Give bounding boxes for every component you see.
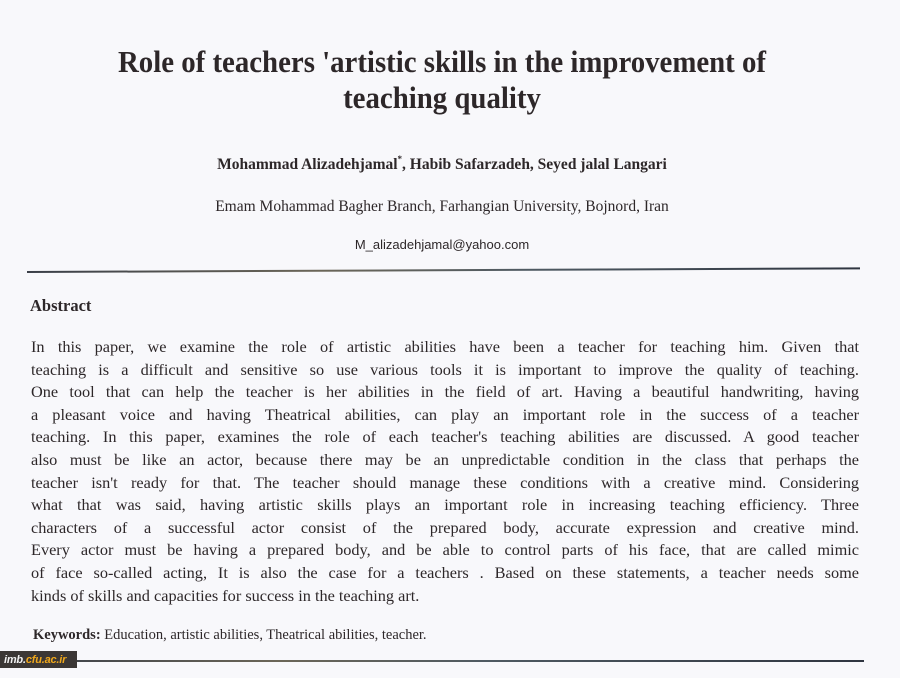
paper-title-line-2: teaching quality — [343, 80, 541, 115]
abstract-heading: Abstract — [30, 296, 92, 315]
corresponding-author-marker: * — [397, 154, 403, 164]
header-divider — [27, 267, 860, 272]
abstract-line: of face so-called acting, It is also the case for a teachers . Based on these statements, a teacher needs some — [31, 562, 859, 582]
abstract-line: teacher isn't ready for that. The teacher should manage these conditions with a creative mind. Considering — [31, 472, 859, 492]
author-email: M_alizadehjamal@yahoo.com — [354, 237, 530, 252]
corresponding-author: Mohammad Alizadehjamal — [217, 156, 398, 173]
co-authors: , Habib Safarzadeh, Seyed jalal Langari — [402, 156, 667, 173]
abstract-line: Every actor must be having a prepared body, and be able to control parts of his face, that are called mimic — [31, 540, 859, 560]
abstract-line: also must be like an actor, because there may be an unpredictable condition in the class that perhaps the — [31, 449, 859, 469]
abstract-body — [31, 336, 859, 607]
author-affiliation: Emam Mohammad Bagher Branch, Farhangian University, Bojnord, Iran — [215, 198, 669, 215]
author-list — [0, 156, 884, 174]
keywords-value: Education, artistic abilities, Theatrical abilities, teacher. — [100, 627, 427, 643]
keywords-label: Keywords: — [33, 627, 101, 643]
footer-divider — [27, 660, 864, 662]
abstract-line: In this paper, we examine the role of artistic abilities have been a teacher for teaching him. Given that — [31, 337, 859, 356]
abstract-line: kinds of skills and capacities for success in the teaching art. — [31, 585, 420, 605]
abstract-line: what that was said, having artistic skills plays an important role in increasing teaching efficiency. Three — [31, 495, 859, 515]
watermark-domain: cfu.ac.ir — [25, 653, 67, 666]
abstract-line: One tool that can help the teacher is her abilities in the field of art. Having a beautiful handwriting, having — [31, 382, 859, 402]
abstract-line: teaching. In this paper, examines the role of each teacher's teaching abilities are discussed. A good teacher — [31, 427, 859, 447]
keywords — [33, 627, 427, 644]
abstract-line: a pleasant voice and having Theatrical abilities, can play an important role in the success of a teacher — [31, 404, 859, 424]
paper-title — [31, 44, 853, 116]
abstract-line: teaching is a difficult and sensitive so use various tools it is important to improve the quality of teaching. — [31, 359, 859, 379]
site-watermark — [0, 651, 77, 668]
paper-title-line-1: Role of teachers 'artistic skills in the improvement of — [117, 44, 767, 79]
abstract-line: characters of a successful actor consist of the prepared body, accurate expression and creative mind. — [31, 517, 859, 537]
watermark-prefix: imb. — [4, 653, 26, 666]
